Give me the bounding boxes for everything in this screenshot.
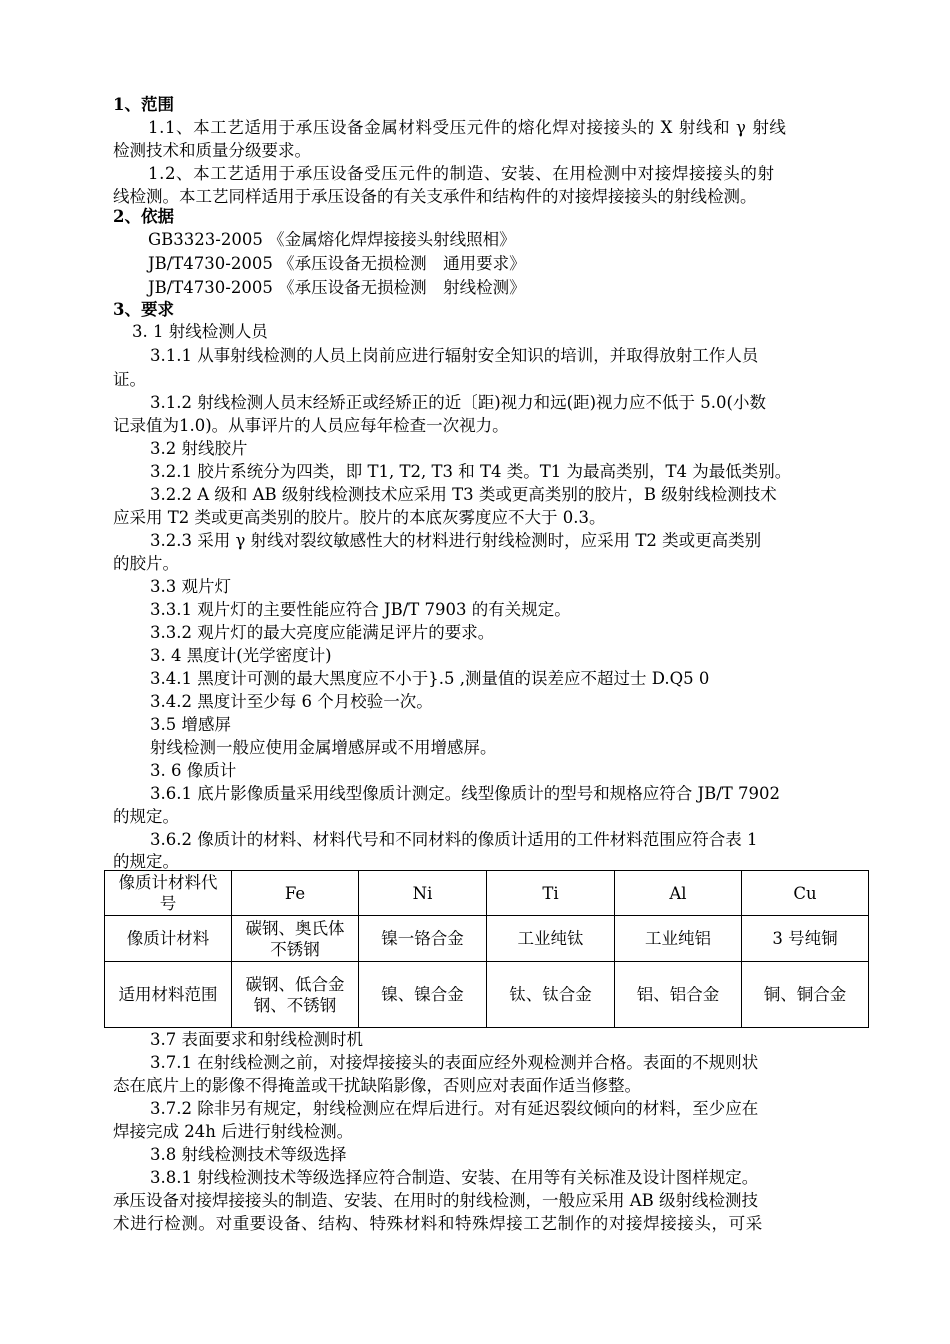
paragraph-line: 3.3.2 观片灯的最大亮度应能满足评片的要求。	[150, 623, 495, 642]
paragraph-line: 检测技术和质量分级要求。	[113, 141, 311, 160]
subsection-heading: 3.5 增感屏	[150, 715, 231, 734]
paragraph-line: 3.2.2 A 级和 AB 级射线检测技术应采用 T3 类或更高类别的胶片，B 级射线检测技术	[150, 485, 777, 504]
table-cell: Ti	[487, 871, 615, 916]
paragraph-line: 1.1、本工艺适用于承压设备金属材料受压元件的熔化焊对接接头的 X 射线和 γ 射线	[148, 118, 787, 137]
paragraph-line: 线检测。本工艺同样适用于承压设备的有关支承件和结构件的对接焊接接头的射线检测。	[113, 187, 757, 206]
reference-standard: JB/T4730-2005 《承压设备无损检测 通用要求》	[148, 254, 526, 273]
reference-standard: JB/T4730-2005 《承压设备无损检测 射线检测》	[148, 278, 526, 297]
table-cell: Al	[615, 871, 742, 916]
table-cell: 适用材料范围	[105, 962, 232, 1028]
table-cell: Ni	[359, 871, 487, 916]
paragraph-line: 记录值为1.0)。从事评片的人员应每年检查一次视力。	[113, 416, 509, 435]
paragraph-line: 3.6.1 底片影像质量采用线型像质计测定。线型像质计的型号和规格应符合 JB/T 7902	[150, 784, 781, 803]
subsection-heading: 3.3 观片灯	[150, 577, 231, 596]
table-cell: 碳钢、低合金钢、不锈钢	[232, 962, 359, 1028]
section-heading-basis: 2、依据	[113, 207, 174, 226]
subsection-heading: 3.2 射线胶片	[150, 439, 248, 458]
iqi-material-table	[104, 870, 869, 1028]
table-row	[105, 962, 869, 1028]
subsection-heading: 3. 6 像质计	[150, 761, 237, 780]
paragraph-line: 3.1.2 射线检测人员末经矫正或经矫正的近〔距)视力和远(距)视力应不低于 5.0(小数	[150, 393, 766, 412]
paragraph-line: 3.4.1 黑度计可测的最大黑度应不小于}.5 ,测量值的误差应不超过士 D.Q5 0	[150, 669, 710, 688]
paragraph-line: 证。	[113, 370, 146, 389]
paragraph-line: 3.1.1 从事射线检测的人员上岗前应进行辐射安全知识的培训，并取得放射工作人员	[150, 346, 759, 365]
table-cell: 镍、镍合金	[359, 962, 487, 1028]
table-cell: 像质计材料	[105, 916, 232, 962]
paragraph-line: 术进行检测。对重要设备、结构、特殊材料和特殊焊接工艺制作的对接焊接接头，可采	[113, 1214, 763, 1233]
table-cell: 像质计材料代号	[105, 871, 232, 916]
table-row	[105, 871, 869, 916]
paragraph-line: 3.7.2 除非另有规定，射线检测应在焊后进行。对有延迟裂纹倾向的材料，至少应在	[150, 1099, 759, 1118]
paragraph-line: 3.4.2 黑度计至少每 6 个月校验一次。	[150, 692, 433, 711]
paragraph-line: 3.3.1 观片灯的主要性能应符合 JB/T 7903 的有关规定。	[150, 600, 571, 619]
paragraph-line: 的胶片。	[113, 554, 179, 573]
paragraph-line: 3.7.1 在射线检测之前，对接焊接接头的表面应经外观检测并合格。表面的不规则状	[150, 1053, 759, 1072]
paragraph-line: 3.2.3 采用 γ 射线对裂纹敏感性大的材料进行射线检测时，应采用 T2 类或更高类别	[150, 531, 762, 550]
table-cell: Fe	[232, 871, 359, 916]
paragraph-line: 的规定。	[113, 852, 179, 871]
table-cell: 碳钢、奥氏体不锈钢	[232, 916, 359, 962]
subsection-heading: 3.8 射线检测技术等级选择	[150, 1145, 347, 1164]
table-cell: 铝、铝合金	[615, 962, 742, 1028]
table-cell: 钛、钛合金	[487, 962, 615, 1028]
paragraph-line: 射线检测一般应使用金属增感屏或不用增感屏。	[150, 738, 497, 757]
paragraph-line: 焊接完成 24h 后进行射线检测。	[113, 1122, 354, 1141]
paragraph-line: 态在底片上的影像不得掩盖或干扰缺陷影像，否则应对表面作适当修整。	[113, 1076, 641, 1095]
table-cell: 镍一铬合金	[359, 916, 487, 962]
paragraph-line: 3.6.2 像质计的材料、材料代号和不同材料的像质计适用的工件材料范围应符合表 1	[150, 830, 758, 849]
table-cell: Cu	[742, 871, 869, 916]
table-cell: 工业纯铝	[615, 916, 742, 962]
paragraph-line: 应采用 T2 类或更高类别的胶片。胶片的本底灰雾度应不大于 0.3。	[113, 508, 606, 527]
section-heading-requirements: 3、要求	[113, 300, 174, 319]
table-row	[105, 916, 869, 962]
reference-standard: GB3323-2005 《金属熔化焊焊接接头射线照相》	[148, 230, 516, 249]
paragraph-line: 3.2.1 胶片系统分为四类，即 T1, T2, T3 和 T4 类。T1 为最高类别，T4 为最低类别。	[150, 462, 792, 481]
paragraph-line: 承压设备对接焊接接头的制造、安装、在用时的射线检测，一般应采用 AB 级射线检测技	[113, 1191, 759, 1210]
table-cell: 铜、铜合金	[742, 962, 869, 1028]
subsection-heading: 3.7 表面要求和射线检测时机	[150, 1030, 363, 1049]
section-heading-scope: 1、范围	[113, 95, 174, 114]
paragraph-line: 1.2、本工艺适用于承压设备受压元件的制造、安装、在用检测中对接焊接接头的射	[148, 164, 775, 183]
subsection-heading: 3. 1 射线检测人员	[132, 322, 268, 341]
paragraph-line: 的规定。	[113, 807, 179, 826]
table-cell: 工业纯钛	[487, 916, 615, 962]
table-cell: 3 号纯铜	[742, 916, 869, 962]
subsection-heading: 3. 4 黑度计(光学密度计)	[150, 646, 332, 665]
paragraph-line: 3.8.1 射线检测技术等级选择应符合制造、安装、在用等有关标准及设计图样规定。	[150, 1168, 759, 1187]
